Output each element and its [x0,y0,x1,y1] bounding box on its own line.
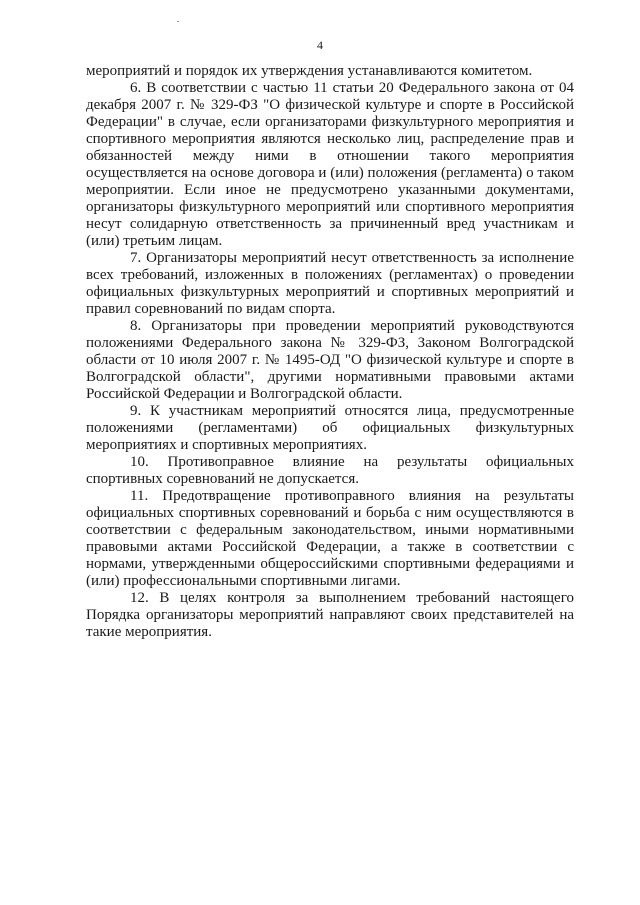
scan-speck [177,21,179,22]
paragraph-7: 7. Организаторы мероприятий несут ответственность за исполнение всех требований, изложенных в положениях (регламентах) о проведении официальных физкультурных мероприятий и спортивных мероприятий и правил соревнований по видам спорта. [86,250,574,317]
paragraph-9: 9. К участникам мероприятий относятся лица, предусмотренные положениями (регламентами) об официальных физкультурных мероприятиях и спортивных мероприятиях. [86,403,574,453]
document-body [86,63,574,641]
paragraph-11: 11. Предотвращение противоправного влияния на результаты официальных спортивных соревнований и борьба с ним осуществляются в соответствии с федеральным законодательством, иными нормативными правовыми актами Российской Федерации, а также в соответствии с нормами, утвержденными общероссийскими спортивными федерациями и (или) профессиональными спортивными лигами. [86,488,574,589]
page-number: 4 [317,38,323,52]
paragraph-8: 8. Организаторы при проведении мероприятий руководствуются положениями Федерального закона № 329-ФЗ, Законом Волгоградской области от 10 июля 2007 г. № 1495-ОД "О физической культуре и спорте в Волгоградской области", другими нормативными правовыми актами Российской Федерации и Волгоградской области. [86,318,574,402]
paragraph-12: 12. В целях контроля за выполнением требований настоящего Порядка организаторы мероприятий направляют своих представителей на такие мероприятия. [86,590,574,640]
paragraph-6: 6. В соответствии с частью 11 статьи 20 Федерального закона от 04 декабря 2007 г. № 329-ФЗ "О физической культуре и спорте в Российской Федерации" в случае, если организаторами физкультурного мероприятия и спортивного мероприятия являются несколько лиц, распределение прав и обязанностей между ними в отношении такого мероприятия осуществляется на основе договора и (или) положения (регламента) о таком мероприятии. Если иное не предусмотрено указанными документами, организаторы физкультурного мероприятий или спортивного мероприятия несут солидарную ответственность за причиненный вред участникам и (или) третьим лицам. [86,80,574,249]
paragraph-10: 10. Противоправное влияние на результаты официальных спортивных соревнований не допускается. [86,454,574,487]
paragraph-continuation: мероприятий и порядок их утверждения устанавливаются комитетом. [86,63,533,79]
